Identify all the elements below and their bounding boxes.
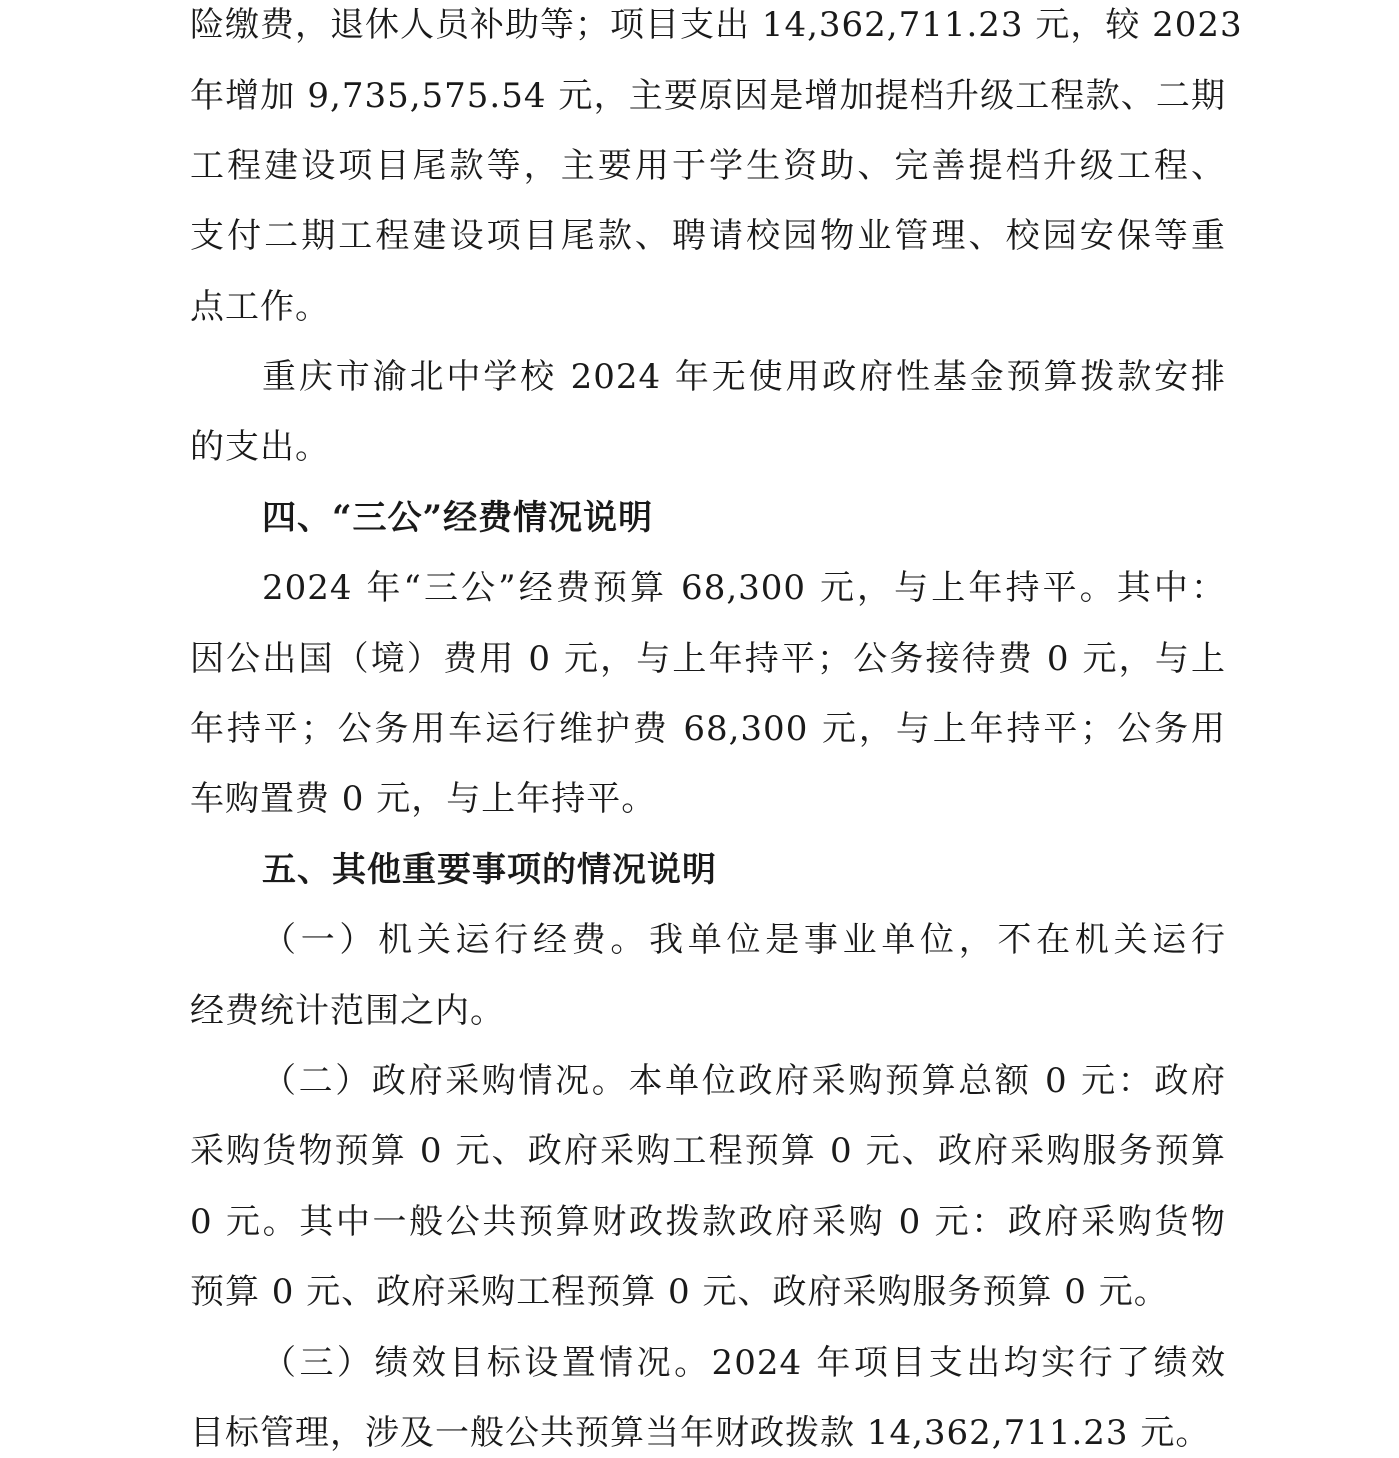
text-line: 重庆市渝北中学校 2024 年无使用政府性基金预算拨款安排	[262, 357, 1226, 397]
text-line: 年持平；公务用车运行维护费 68,300 元，与上年持平；公务用	[190, 709, 1226, 749]
text-line: 目标管理，涉及一般公共预算当年财政拨款 14,362,711.23 元。	[190, 1413, 1211, 1453]
text-line: 0 元。其中一般公共预算财政拨款政府采购 0 元：政府采购货物	[190, 1202, 1226, 1242]
text-line: 工程建设项目尾款等，主要用于学生资助、完善提档升级工程、	[190, 146, 1226, 186]
text-line: （一）机关运行经费。我单位是事业单位，不在机关运行	[262, 920, 1226, 960]
text-line: 车购置费 0 元，与上年持平。	[190, 779, 657, 819]
text-line: 2024 年“三公”经费预算 68,300 元，与上年持平。其中：	[262, 568, 1226, 608]
text-line: 采购货物预算 0 元、政府采购工程预算 0 元、政府采购服务预算	[190, 1131, 1226, 1171]
text-line: （二）政府采购情况。本单位政府采购预算总额 0 元：政府	[262, 1061, 1226, 1101]
text-line: 年增加 9,735,575.54 元，主要原因是增加提档升级工程款、二期	[190, 76, 1226, 116]
text-line: （三）绩效目标设置情况。2024 年项目支出均实行了绩效	[262, 1343, 1226, 1383]
text-line: 点工作。	[190, 287, 330, 327]
text-line: 险缴费，退休人员补助等；项目支出 14,362,711.23 元，较 2023	[190, 5, 1243, 45]
text-line: 因公出国（境）费用 0 元，与上年持平；公务接待费 0 元，与上	[190, 639, 1226, 679]
text-line: 预算 0 元、政府采购工程预算 0 元、政府采购服务预算 0 元。	[190, 1272, 1169, 1312]
text-line: 经费统计范围之内。	[190, 991, 505, 1031]
section-heading: 四、“三公”经费情况说明	[262, 498, 654, 538]
text-line: 支付二期工程建设项目尾款、聘请校园物业管理、校园安保等重	[190, 216, 1226, 256]
text-line: 的支出。	[190, 427, 330, 467]
section-heading: 五、其他重要事项的情况说明	[262, 850, 717, 890]
